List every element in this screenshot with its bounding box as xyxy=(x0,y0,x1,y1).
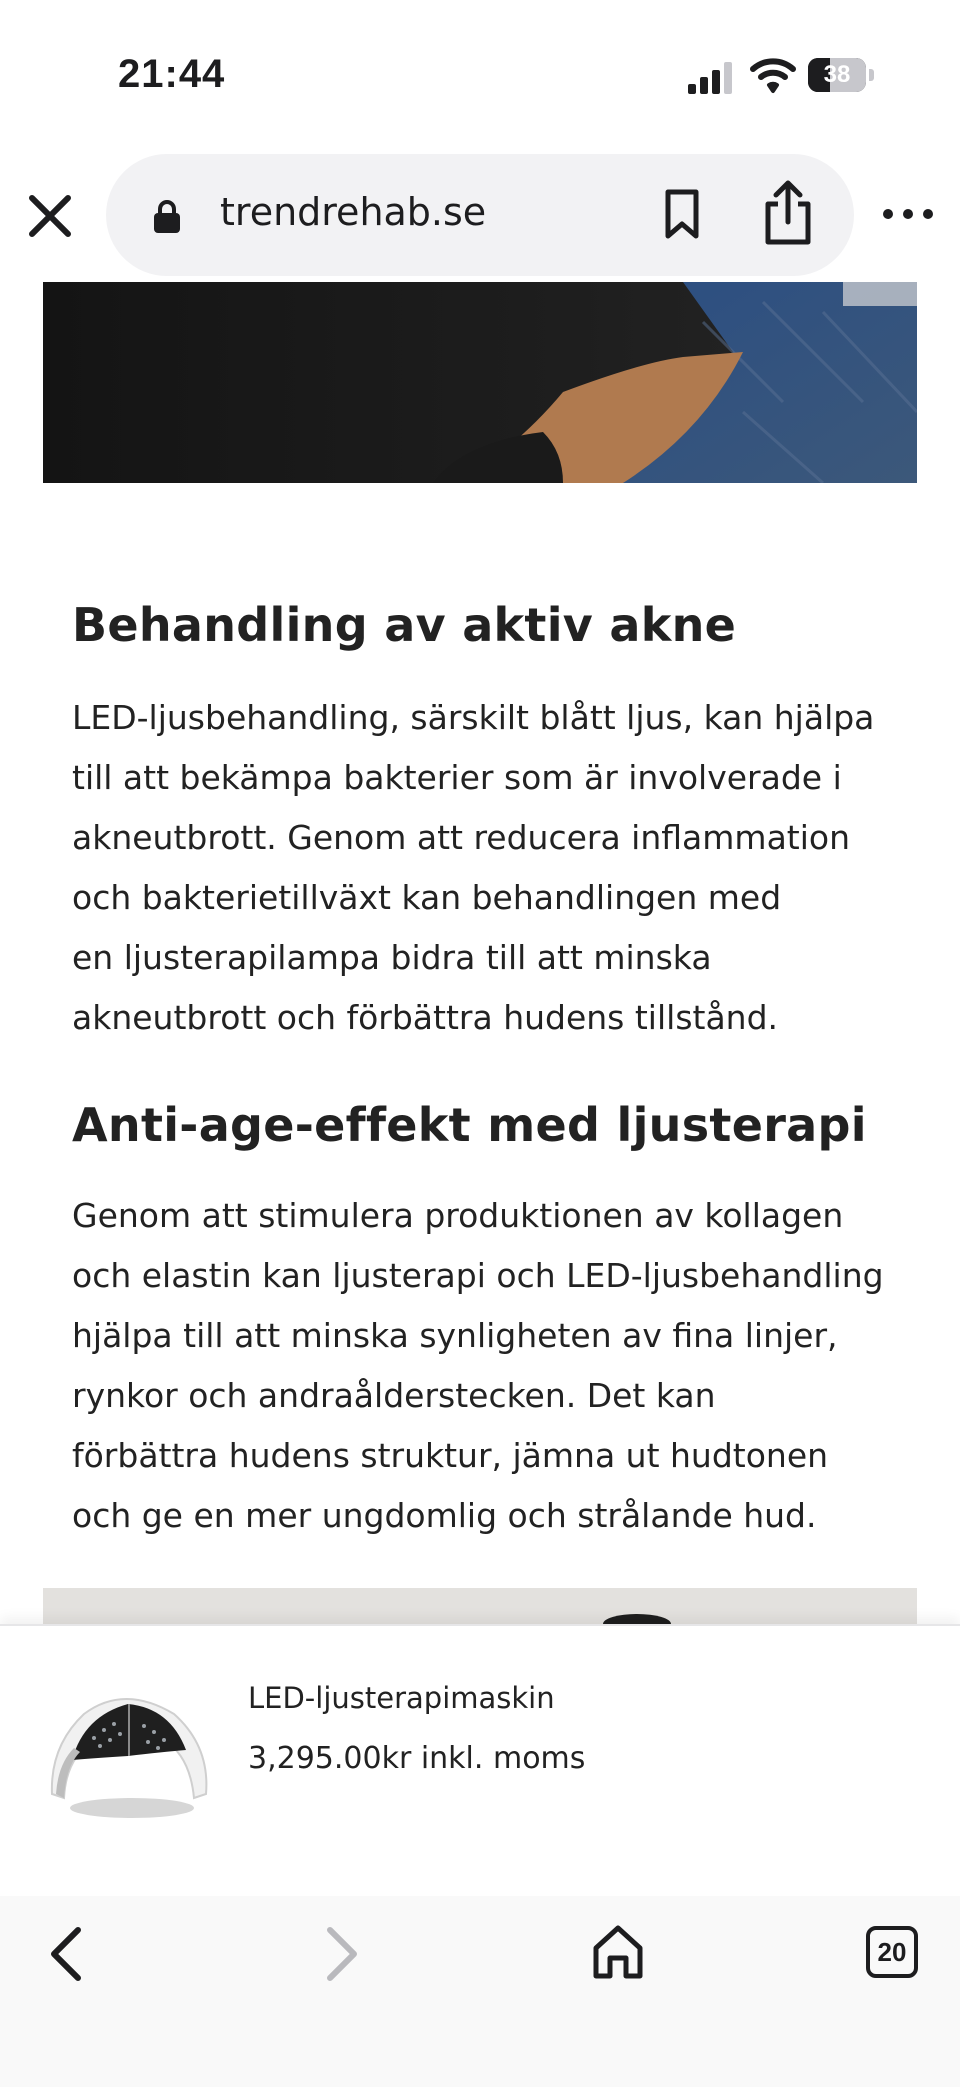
paragraph-line: hjälpa till att minska synligheten av fina linjer, xyxy=(72,1316,838,1355)
share-icon[interactable] xyxy=(760,180,816,246)
product-price: 3,295.00kr inkl. moms xyxy=(248,1741,586,1776)
forward-icon[interactable] xyxy=(318,1924,366,1984)
close-icon[interactable] xyxy=(22,188,78,244)
paragraph-line: Genom att stimulera produktionen av kollagen xyxy=(72,1196,844,1235)
paragraph-line: och ge en mer ungdomlig och strålande hud. xyxy=(72,1496,817,1535)
home-icon[interactable] xyxy=(590,1924,646,1982)
article-photo xyxy=(43,282,917,483)
paragraph-line: en ljusterapilampa bidra till att minska xyxy=(72,938,712,977)
product-thumbnail[interactable] xyxy=(44,1686,214,1826)
paragraph-line: akneutbrott. Genom att reducera inflammation xyxy=(72,818,850,857)
paragraph-line: och bakterietillväxt kan behandlingen med xyxy=(72,878,782,917)
cellular-signal-icon xyxy=(688,62,734,94)
tab-count: 20 xyxy=(877,1937,907,1967)
more-icon[interactable] xyxy=(880,204,936,224)
section-paragraph-acne xyxy=(72,688,892,1048)
paragraph-line: och elastin kan ljusterapi och LED-ljusbehandling xyxy=(72,1256,884,1295)
product-name[interactable]: LED-ljusterapimaskin xyxy=(248,1681,555,1715)
paragraph-line: förbättra hudens struktur, jämna ut hudtonen xyxy=(72,1436,829,1475)
battery-level: 38 xyxy=(823,61,851,88)
url-domain[interactable]: trendrehab.se xyxy=(220,190,487,234)
battery-icon xyxy=(808,58,874,92)
section-heading-acne: Behandling av aktiv akne xyxy=(72,598,737,652)
paragraph-line: rynkor och andraålderstecken. Det kan xyxy=(72,1376,716,1415)
tabs-icon[interactable] xyxy=(866,1926,918,1978)
wifi-icon xyxy=(750,56,796,94)
status-time: 21:44 xyxy=(118,52,226,96)
paragraph-line: till att bekämpa bakterier som är involverade i xyxy=(72,758,842,797)
section-paragraph-anti-age xyxy=(72,1186,892,1546)
back-icon[interactable] xyxy=(42,1924,90,1984)
browser-bottom-toolbar xyxy=(0,1896,960,2087)
article-photo-next xyxy=(43,1588,917,1624)
paragraph-line: akneutbrott och förbättra hudens tillstånd. xyxy=(72,998,779,1037)
section-heading-anti-age: Anti-age-effekt med ljusterapi xyxy=(72,1098,867,1152)
lock-icon xyxy=(152,199,182,233)
bookmark-icon[interactable] xyxy=(662,188,702,240)
paragraph-line: LED-ljusbehandling, särskilt blått ljus, kan hjälpa xyxy=(72,698,875,737)
